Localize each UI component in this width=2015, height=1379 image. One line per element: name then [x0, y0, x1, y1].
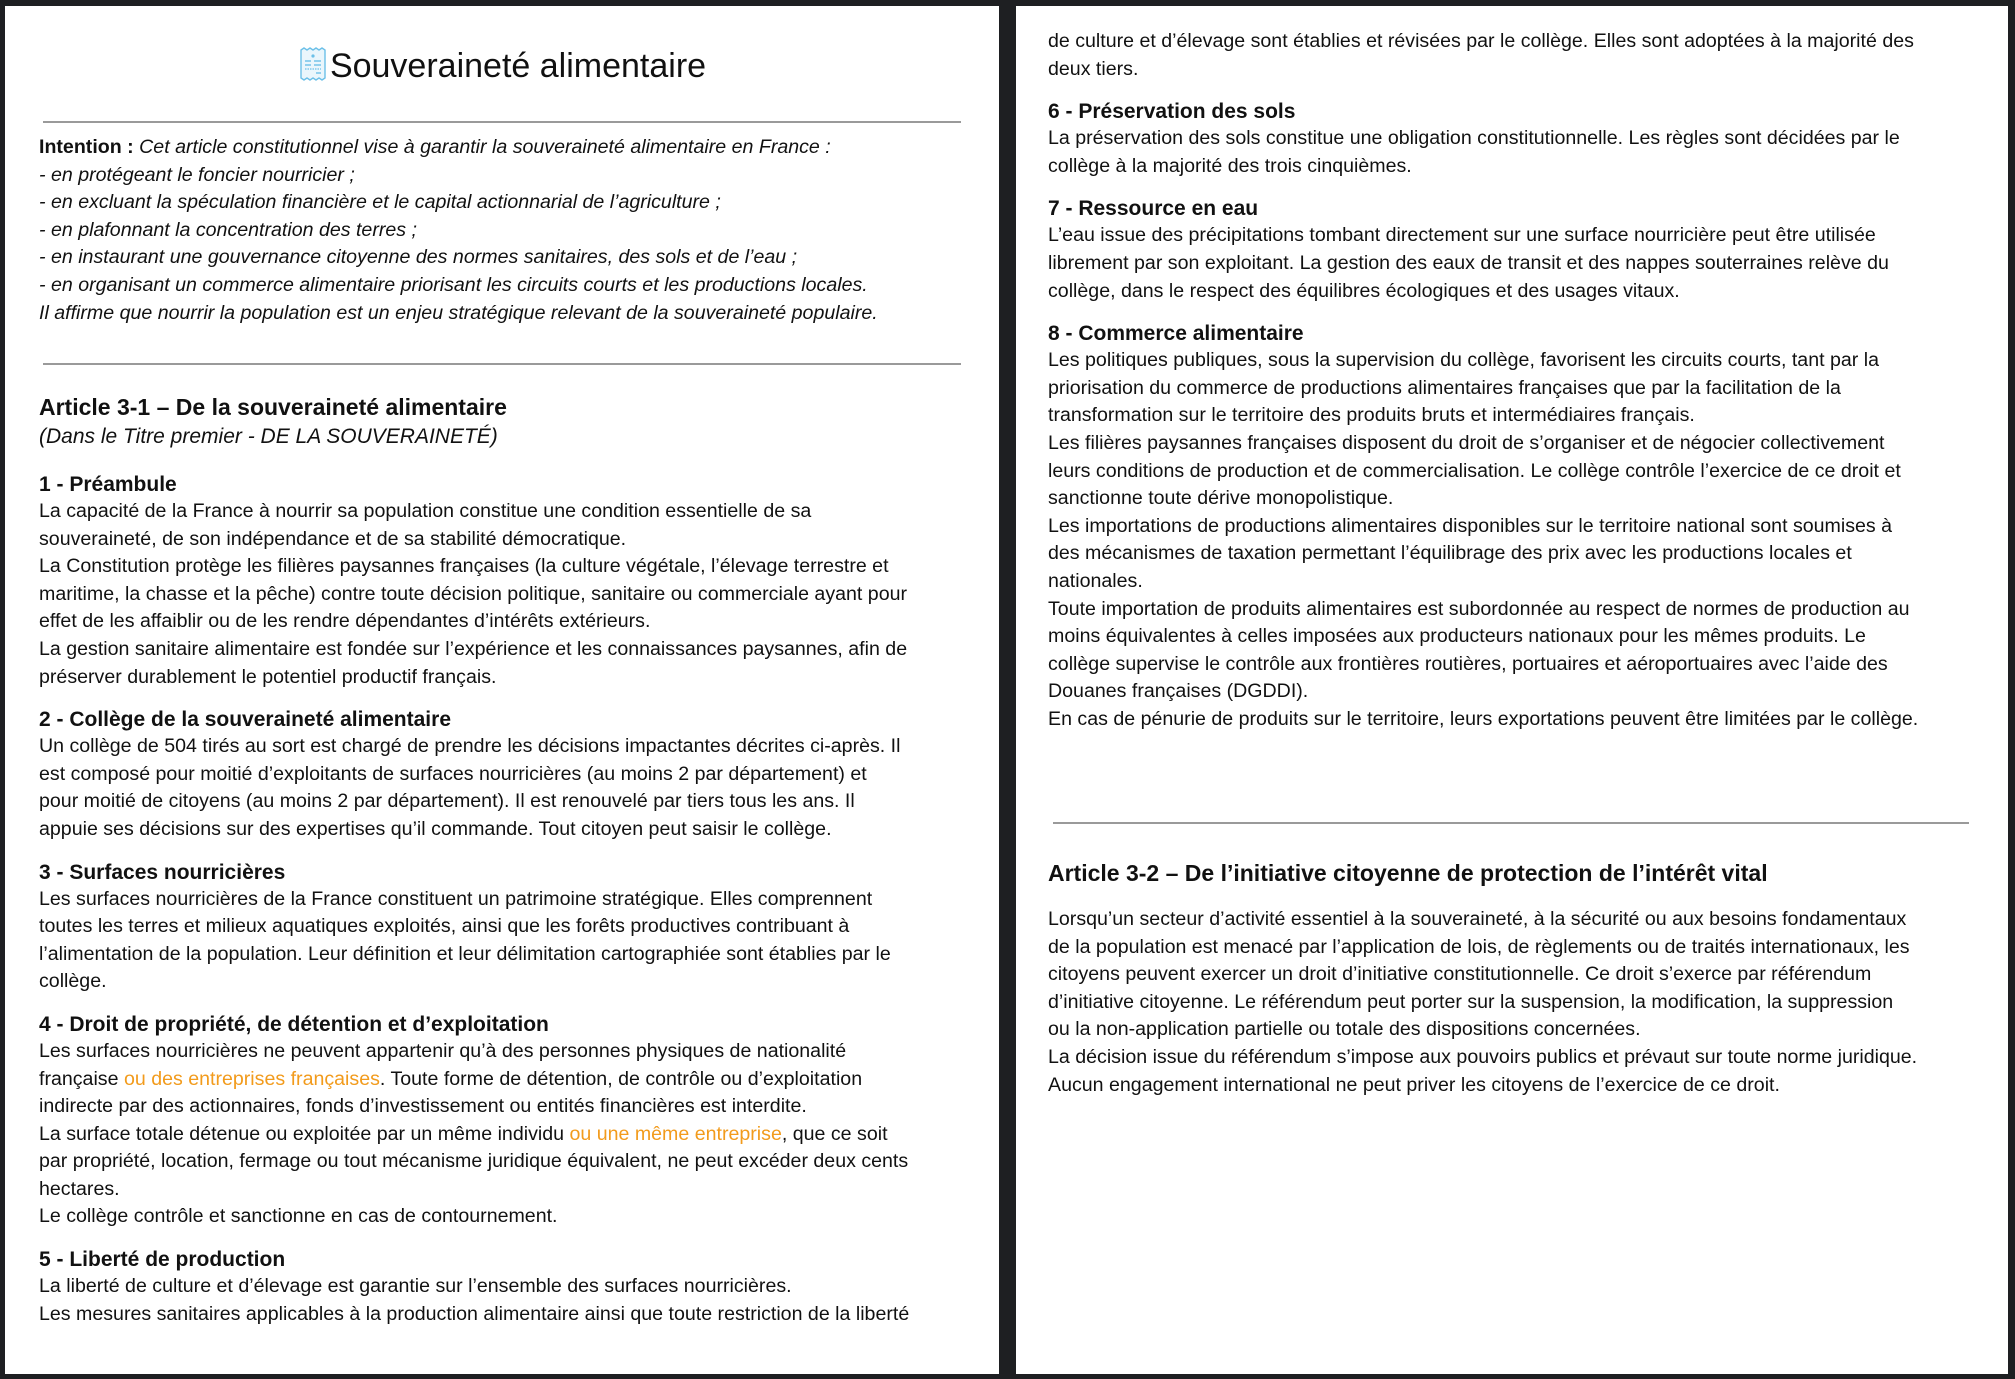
divider: [43, 121, 961, 123]
paragraph-line: Douanes françaises (DGDDI).: [1048, 680, 1309, 703]
paragraph-line: [39, 1066, 909, 1094]
section-liberte: [39, 1247, 909, 1328]
paragraph-line: hectares.: [39, 1177, 120, 1200]
intention-line: - en instaurant une gouvernance citoyenne des normes sanitaires, des sols et de l’eau ;: [39, 246, 798, 269]
paragraph-line: Les surfaces nourricières de la France constituent un patrimoine stratégique. Elles comprennent: [39, 887, 873, 910]
section-heading: 6 - Préservation des sols: [1048, 100, 1296, 124]
text-run: La surface totale détenue ou exploitée par un même individu: [39, 1122, 570, 1145]
paragraph-line: nationales.: [1048, 569, 1143, 592]
paragraph-line: librement par son exploitant. La gestion des eaux de transit et des nappes souterraines relève du: [1048, 251, 1889, 274]
section-college: [39, 707, 909, 843]
paragraph-line: Lorsqu’un secteur d’activité essentiel à la souveraineté, à la sécurité ou aux besoins fondamentaux: [1048, 908, 1907, 930]
article-body-right: [1048, 28, 1918, 749]
paragraph-line: La décision issue du référendum s’impose aux pouvoirs publics et prévaut sur toute norme juridique.: [1048, 1045, 1918, 1068]
paragraph-line: Les filières paysannes françaises disposent du droit de s’organiser et de négocier collectivement: [1048, 431, 1885, 454]
paragraph-line: toutes les terres et milieux aquatiques exploités, ainsi que les forêts productives contribuant à: [39, 915, 850, 938]
document-title-row: [5, 44, 999, 88]
section-heading: 2 - Collège de la souveraineté alimentaire: [39, 708, 451, 732]
paragraph-line: Les mesures sanitaires applicables à la production alimentaire ainsi que toute restriction de la liberté: [39, 1302, 910, 1325]
paragraph-line: préserver durablement le potentiel productif français.: [39, 665, 497, 688]
section-heading: 8 - Commerce alimentaire: [1048, 322, 1304, 346]
section-heading: 4 - Droit de propriété, de détention et d’exploitation: [39, 1012, 549, 1036]
paragraph-line: En cas de pénurie de produits sur le territoire, leurs exportations peuvent être limitées par le collège.: [1048, 707, 1919, 730]
section-commerce: [1048, 321, 1918, 733]
paragraph-line: d’initiative citoyenne. Le référendum peut porter sur la suspension, la modification, la suppression: [1048, 990, 1894, 1013]
paragraph-line: Le collège contrôle et sanctionne en cas de contournement.: [39, 1205, 558, 1228]
section-liberte-continued: [1048, 28, 1918, 83]
paragraph-line: l’alimentation de la population. Leur définition et leur délimitation cartographiée sont établies par le: [39, 942, 891, 965]
paragraph-line: souveraineté, de son indépendance et de sa stabilité démocratique.: [39, 527, 627, 550]
section-heading: 1 - Préambule: [39, 473, 177, 496]
highlighted-amendment: ou des entreprises françaises: [123, 1067, 380, 1090]
text-run: française: [39, 1067, 124, 1090]
paragraph-line: Les importations de productions alimentaires disponibles sur le territoire national sont soumises à: [1048, 514, 1893, 537]
paragraph-line: collège.: [39, 970, 107, 993]
paragraph-line: citoyens peuvent exercer un droit d’initiative constitutionnelle. Ce droit s’exerce par référendum: [1048, 963, 1872, 986]
document-title: Souveraineté alimentaire: [329, 47, 707, 85]
paragraph-line: appuie ses décisions sur des expertises qu’il commande. Tout citoyen peut saisir le collège.: [39, 817, 832, 840]
intention-label: Intention :: [39, 136, 134, 158]
paragraph-line: ou la non-application partielle ou totale des dispositions concernées.: [1048, 1018, 1641, 1041]
paragraph-line: de la population est menacé par l’application de lois, de règlements ou de traités internationaux, les: [1048, 935, 1910, 958]
text-run: , que ce soit: [781, 1122, 888, 1145]
intention-line: - en excluant la spéculation financière et le capital actionnarial de l’agriculture ;: [39, 191, 721, 214]
paragraph-line: Un collège de 504 tirés au sort est chargé de prendre les décisions impactantes décrites ci-après. Il: [39, 735, 901, 758]
paragraph-line: La Constitution protège les filières paysannes françaises (la culture végétale, l’élevage terrestre et: [39, 555, 889, 578]
paragraph-line: est composé pour moitié d’exploitants de surfaces nourricières (au moins 2 par département) et: [39, 762, 867, 785]
document-page-right: [1016, 6, 2008, 1374]
article-heading: Article 3-1 – De la souveraineté alimentaire: [39, 394, 507, 420]
paragraph-line: des mécanismes de taxation permettant l’équilibrage des prix avec les productions locales et: [1048, 542, 1852, 565]
paragraph-line: La préservation des sols constitue une obligation constitutionnelle. Les règles sont décidées par le: [1048, 127, 1900, 150]
intention-line: - en organisant un commerce alimentaire priorisant les circuits courts et les productions locales.: [39, 273, 868, 296]
paragraph-line: deux tiers.: [1048, 57, 1139, 80]
text-run: . Toute forme de détention, de contrôle ou d’exploitation: [379, 1067, 863, 1090]
paragraph-line: par propriété, location, fermage ou tout mécanisme juridique équivalent, ne peut excéder deux cents: [39, 1150, 909, 1173]
paragraph-line: de culture et d’élevage sont établies et révisées par le collège. Elles sont adoptées à la majorité des: [1048, 30, 1914, 52]
paragraph-line: transformation sur le territoire des produits bruts et intermédiaires français.: [1048, 404, 1695, 427]
paragraph-line: effet de les affaiblir ou de les rendre dépendantes d’intérêts extérieurs.: [39, 610, 651, 633]
receipt-icon: [298, 47, 328, 83]
paragraph-line: La liberté de culture et d’élevage est garantie sur l’ensemble des surfaces nourricières.: [39, 1275, 792, 1298]
section-propriete: [39, 1012, 909, 1231]
article-subtitle: (Dans le Titre premier - DE LA SOUVERAINETÉ): [39, 425, 498, 448]
intention-line: - en protégeant le foncier nourricier ;: [39, 163, 355, 186]
highlighted-amendment: ou une même entreprise: [569, 1122, 782, 1145]
section-surfaces: [39, 860, 909, 996]
divider: [1053, 822, 1969, 824]
section-heading: 7 - Ressource en eau: [1048, 197, 1259, 221]
paragraph-line: sanctionne toute dérive monopolistique.: [1048, 487, 1394, 510]
paragraph-line: indirecte par des actionnaires, fonds d’investissement ou entités financières est interdite.: [39, 1095, 807, 1118]
intention-line: Il affirme que nourrir la population est un enjeu stratégique relevant de la souveraineté populaire.: [39, 301, 878, 324]
section-eau: [1048, 196, 1918, 305]
paragraph-line: Les surfaces nourricières ne peuvent appartenir qu’à des personnes physiques de nationalité: [39, 1039, 847, 1062]
article-body-left: [39, 472, 909, 1344]
paragraph-line: pour moitié de citoyens (au moins 2 par département). Il est renouvelé par tiers tous les ans. Il: [39, 790, 855, 813]
paragraph-line: leurs conditions de production et de commercialisation. Le collège contrôle l’exercice de ce droit et: [1048, 459, 1901, 482]
paragraph-line: [39, 1121, 909, 1149]
paragraph-line: moins équivalentes à celles imposées aux producteurs nationaux pour les mêmes produits. Le: [1048, 625, 1866, 648]
intention-line: Cet article constitutionnel vise à garantir la souveraineté alimentaire en France :: [139, 136, 831, 158]
intention-block: [39, 134, 878, 327]
paragraph-line: L’eau issue des précipitations tombant directement sur une surface nourricière peut être utilisée: [1048, 224, 1876, 247]
intention-line: - en plafonnant la concentration des terres ;: [39, 218, 417, 241]
article-heading: Article 3-2 – De l’initiative citoyenne de protection de l’intérêt vital: [1048, 860, 1768, 886]
document-page-left: [5, 6, 999, 1374]
section-heading: 3 - Surfaces nourricières: [39, 860, 286, 884]
section-heading: 5 - Liberté de production: [39, 1248, 286, 1272]
paragraph-line: maritime, la chasse et la pêche) contre toute décision politique, sanitaire ou commerciale ayant pour: [39, 582, 908, 605]
section-sols: [1048, 99, 1918, 180]
paragraph-line: priorisation du commerce de productions alimentaires françaises que par la facilitation de la: [1048, 376, 1841, 399]
paragraph-line: La capacité de la France à nourrir sa population constitue une condition essentielle de sa: [39, 500, 812, 522]
paragraph-line: Aucun engagement international ne peut priver les citoyens de l’exercice de ce droit.: [1048, 1073, 1780, 1096]
paragraph-line: La gestion sanitaire alimentaire est fondée sur l’expérience et les connaissances paysannes, afin de: [39, 637, 908, 660]
divider: [43, 363, 961, 365]
paragraph-line: Toute importation de produits alimentaires est subordonnée au respect de normes de production au: [1048, 597, 1910, 620]
paragraph-line: collège à la majorité des trois cinquièmes.: [1048, 154, 1412, 177]
article-2-body: [1048, 906, 1917, 1099]
section-preambule: [39, 472, 909, 691]
paragraph-line: Les politiques publiques, sous la supervision du collège, favorisent les circuits courts, tant par la: [1048, 349, 1880, 372]
paragraph-line: collège supervise le contrôle aux frontières routières, portuaires et aéroportuaires avec l’aide des: [1048, 652, 1888, 675]
paragraph-line: collège, dans le respect des équilibres écologiques et des usages vitaux.: [1048, 279, 1680, 302]
